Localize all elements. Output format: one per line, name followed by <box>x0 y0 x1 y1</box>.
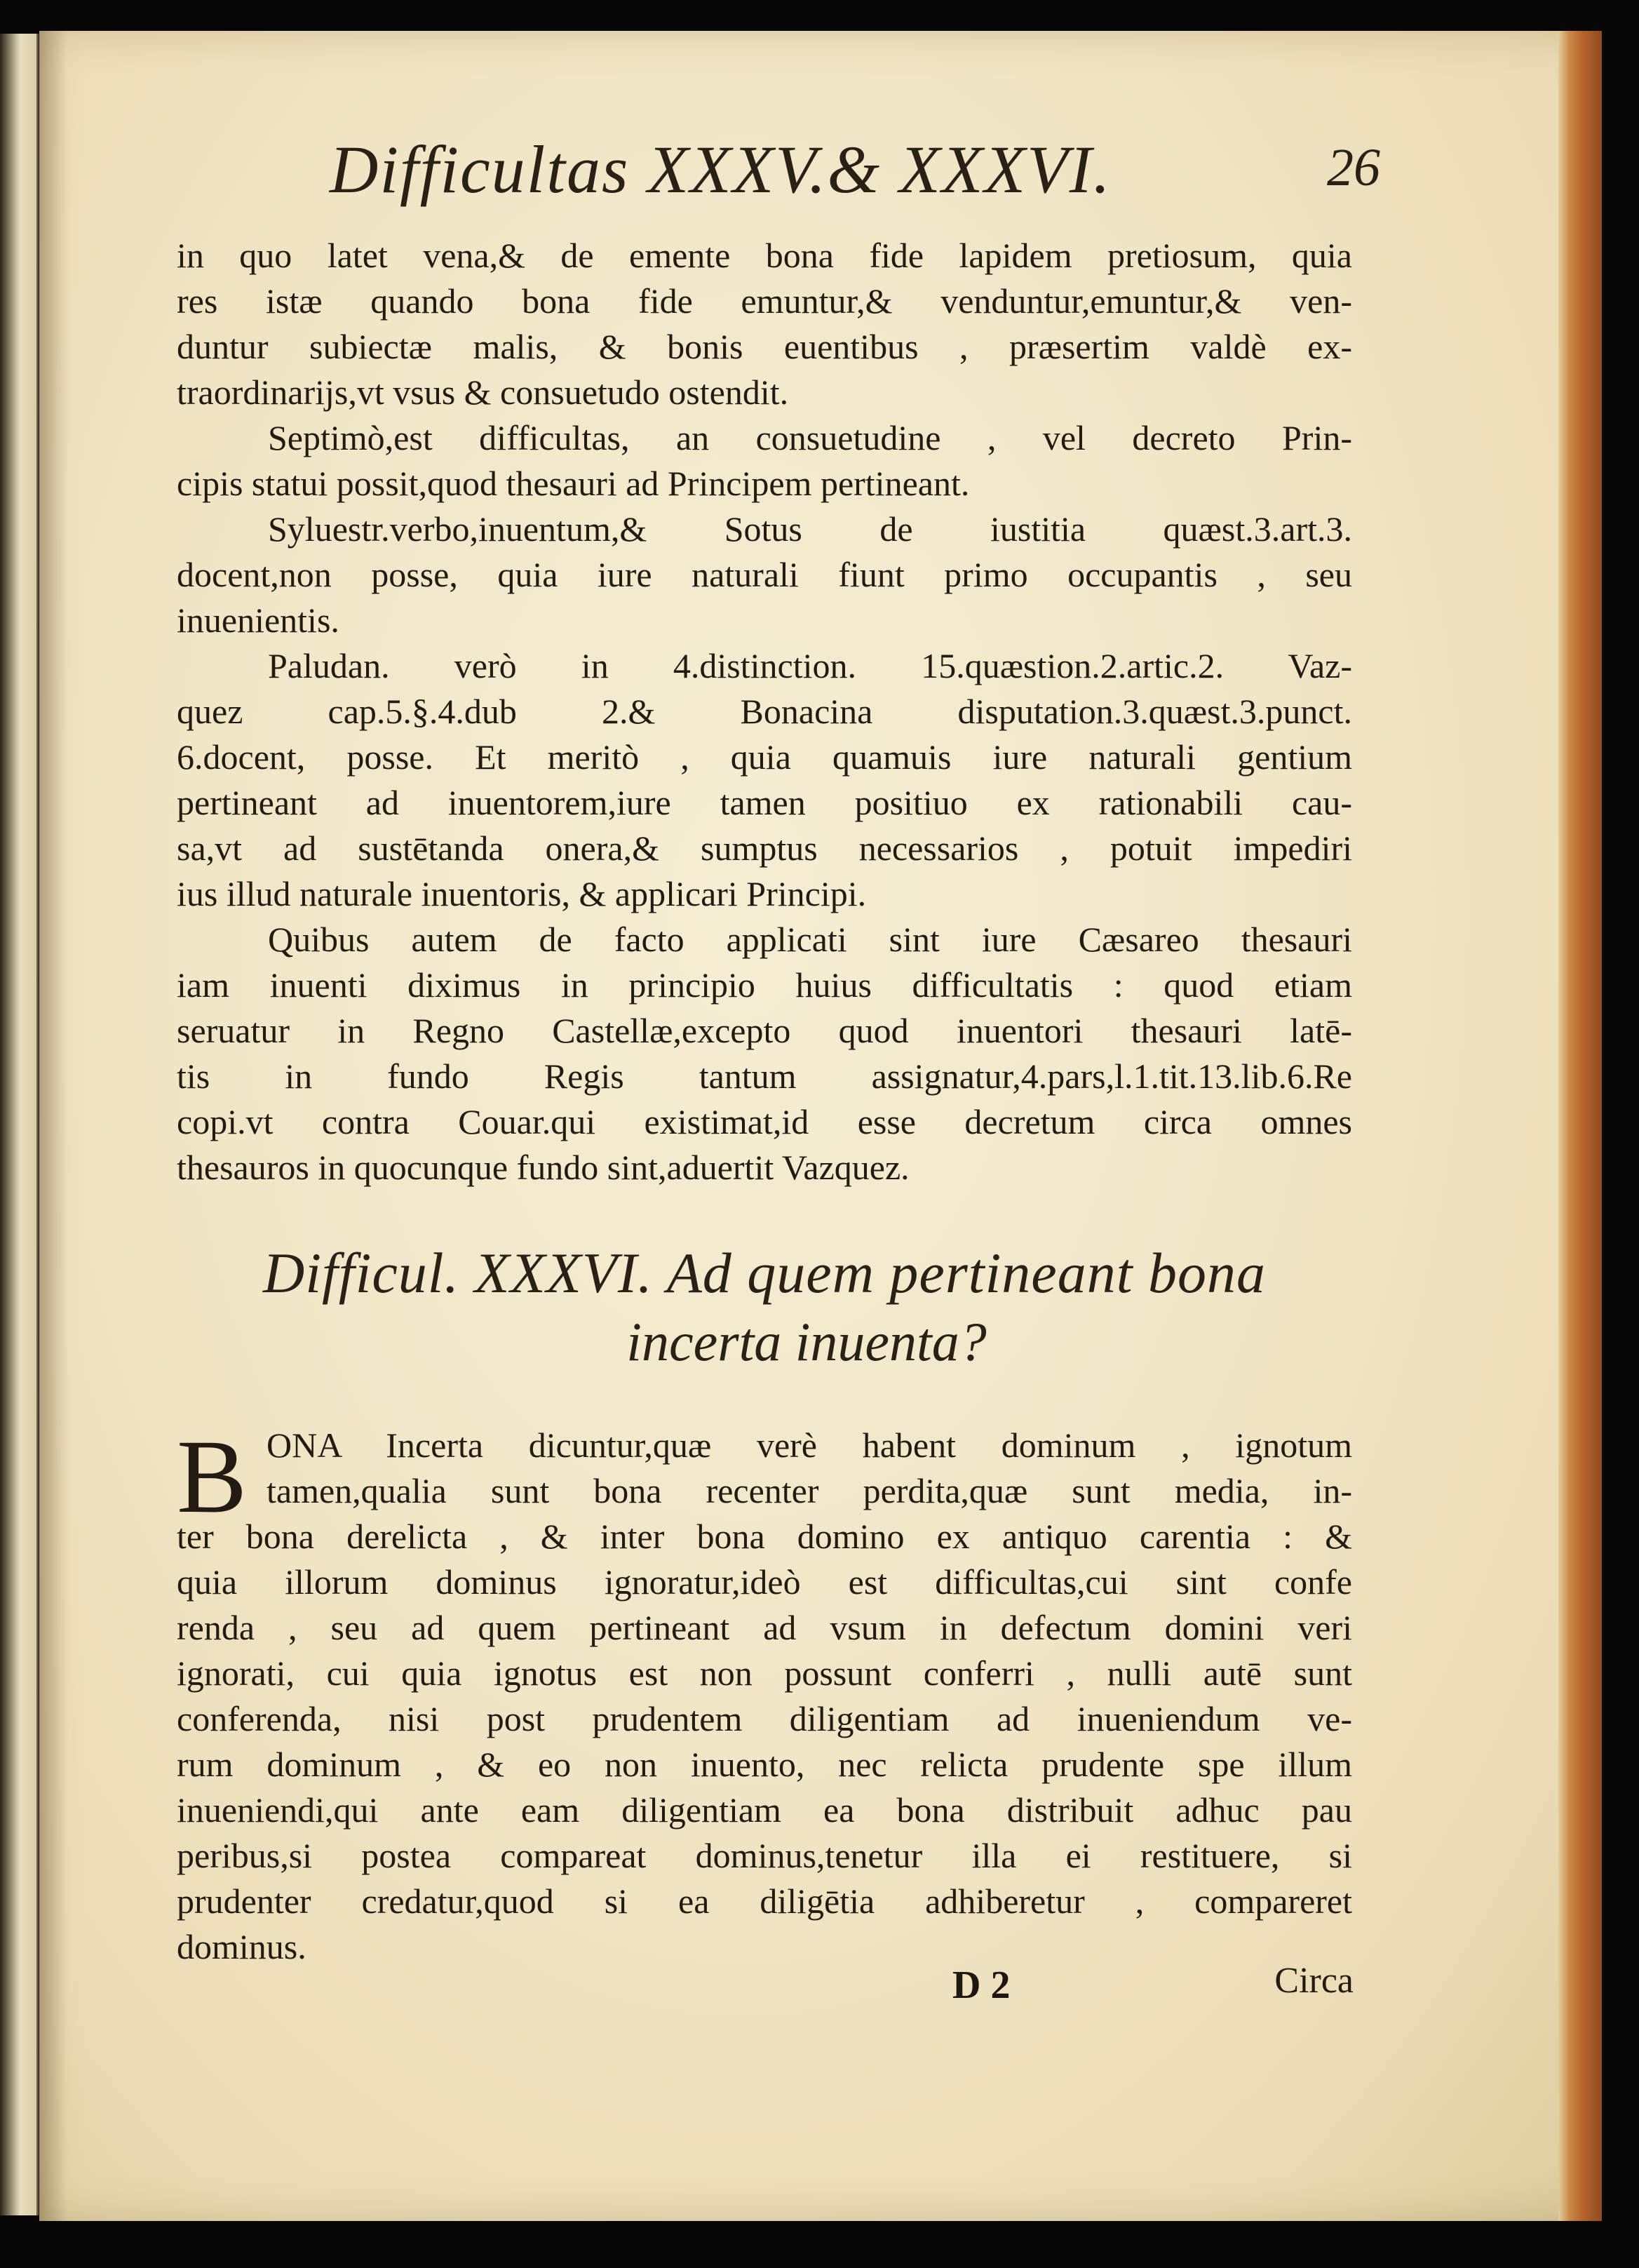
text-line: in quo latet vena,& de emente bona fide lapidem pretiosum, quia <box>177 236 1352 275</box>
section-heading-line-1: Difficul. XXXVI. Ad quem pertineant bona <box>263 1241 1266 1305</box>
text-line: quia illorum dominus ignoratur,ideò est difficultas,cui sint confe <box>177 1562 1352 1602</box>
body-text-section-2 <box>177 1418 1352 1970</box>
text-line: iam inuenti diximus in principio huius difficultatis : quod etiam <box>177 965 1352 1005</box>
text-line: traordinarijs,vt vsus & consuetudo ostendit. <box>177 373 789 412</box>
text-line: peribus,si postea compareat dominus,tenetur illa ei restituere, si <box>177 1836 1352 1875</box>
text-line: ignorati, cui quia ignotus est non possunt conferri , nulli autē sunt <box>177 1653 1352 1693</box>
text-line: thesauros in quocunque fundo sint,aduertit Vazquez. <box>177 1148 910 1187</box>
text-line: tamen,qualia sunt bona recenter perdita,quæ sunt media, in- <box>267 1471 1352 1510</box>
text-line: Quibus autem de facto applicati sint iure Cæsareo thesauri <box>268 920 1352 959</box>
fore-edge <box>1558 31 1602 2221</box>
text-line: prudenter credatur,quod si ea diligētia adhiberetur , compareret <box>177 1881 1352 1921</box>
text-line: seruatur in Regno Castellæ,excepto quod inuentori thesauri latē- <box>177 1011 1352 1050</box>
section-heading-line-2: incerta inuenta? <box>626 1311 987 1372</box>
catchword: Circa <box>1274 1961 1354 2001</box>
text-line: ius illud naturale inuentoris, & applicari Principi. <box>177 874 867 913</box>
text-line: Septimò,est difficultas, an consuetudine , vel decreto Prin- <box>268 418 1352 457</box>
gutter-shadow <box>39 31 67 2221</box>
text-line: dominus. <box>177 1927 306 1966</box>
text-line: pertineant ad inuentorem,iure tamen positiuo ex rationabili cau- <box>177 783 1352 822</box>
text-line: quez cap.5.§.4.dub 2.& Bonacina disputation.3.quæst.3.punct. <box>177 692 1352 731</box>
running-title: Difficultas XXXV.& XXXVI. <box>330 132 1112 207</box>
text-line: renda , seu ad quem pertineant ad vsum in defectum domini veri <box>177 1608 1352 1647</box>
text-line: cipis statui possit,quod thesauri ad Principem pertineant. <box>177 464 970 503</box>
drop-cap-initial: B <box>177 1418 248 1535</box>
text-line: ter bona derelicta , & inter bona domino ex antiquo carentia : & <box>177 1517 1352 1556</box>
text-line: rum dominum , & eo non inuento, nec relicta prudente spe illum <box>177 1745 1352 1784</box>
text-line: 6.docent, posse. Et meritò , quia quamuis iure naturali gentium <box>177 737 1352 777</box>
text-line: duntur subiectæ malis, & bonis euentibus , præsertim valdè ex- <box>177 327 1352 366</box>
text-line: tis in fundo Regis tantum assignatur,4.pars,l.1.tit.13.lib.6.Re <box>177 1056 1352 1096</box>
text-line: inuenientis. <box>177 600 339 640</box>
body-text-section-1 <box>177 233 1352 1190</box>
text-line: sa,vt ad sustētanda onera,& sumptus necessarios , potuit impediri <box>177 828 1352 868</box>
text-line: Syluestr.verbo,inuentum,& Sotus de iustitia quæst.3.art.3. <box>268 509 1352 549</box>
text-line: conferenda, nisi post prudentem diligentiam ad inueniendum ve- <box>177 1699 1352 1738</box>
text-line: res istæ quando bona fide emuntur,& venduntur,emuntur,& ven- <box>177 281 1352 321</box>
signature-mark: D 2 <box>952 1964 1011 2007</box>
facing-page-edge <box>0 34 39 2215</box>
text-line: ONA Incerta dicuntur,quæ verè habent dominum , ignotum <box>267 1425 1352 1465</box>
text-line: copi.vt contra Couar.qui existimat,id esse decretum circa omnes <box>177 1102 1352 1141</box>
text-line: Paludan. verò in 4.distinction. 15.quæstion.2.artic.2. Vaz- <box>268 646 1352 685</box>
text-line: docent,non posse, quia iure naturali fiunt primo occupantis , seu <box>177 555 1352 594</box>
text-line: inueniendi,qui ante eam diligentiam ea bona distribuit adhuc pau <box>177 1790 1352 1830</box>
page-number: 26 <box>1327 138 1380 197</box>
